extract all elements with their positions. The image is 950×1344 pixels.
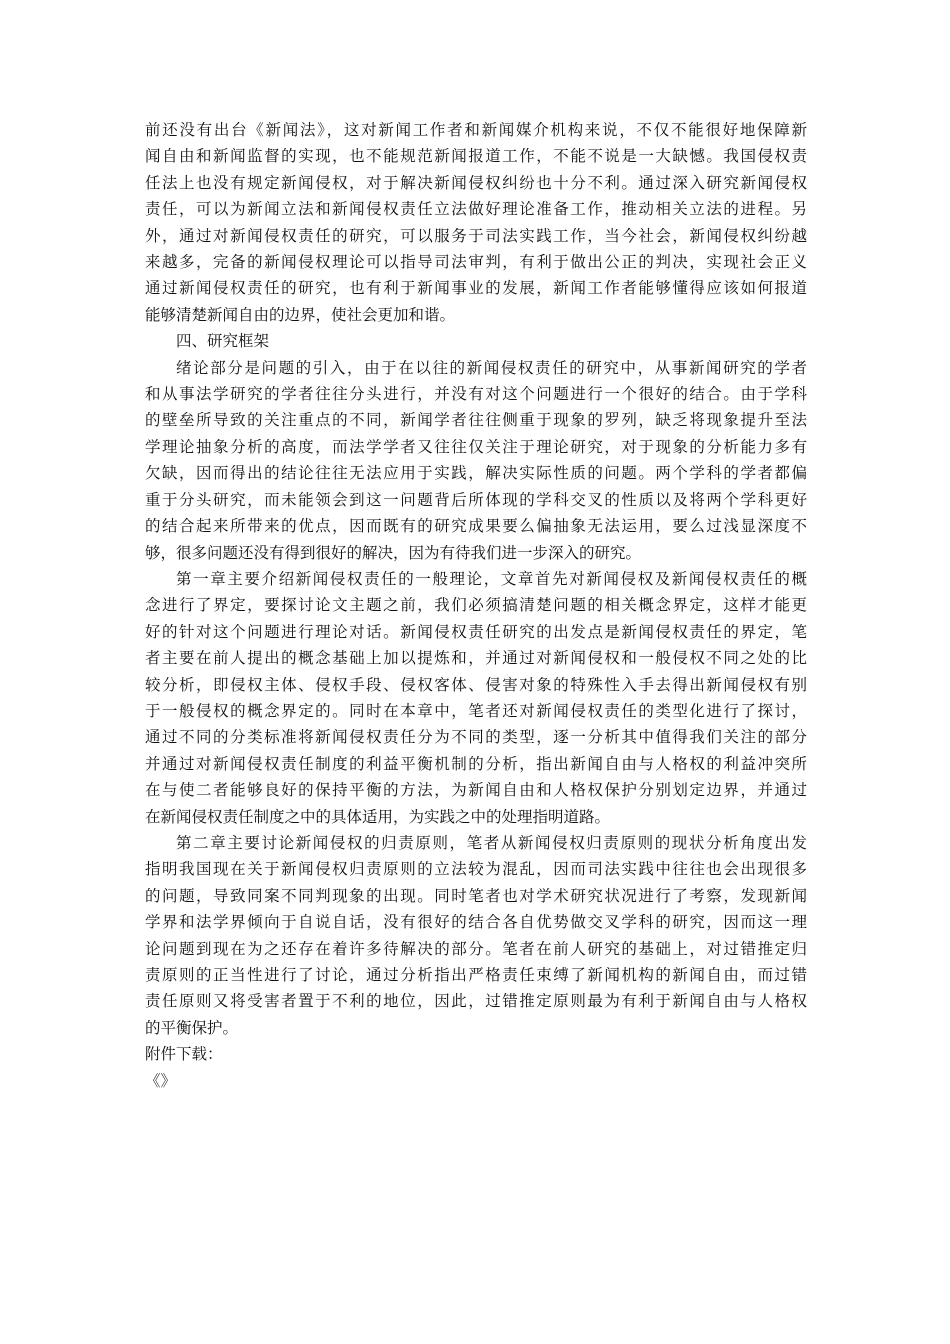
text-line: 绪论部分是问题的引入，由于在以往的新闻侵权责任的研究中，从事新闻研究的学者: [176, 358, 807, 377]
text-line: 任法上也没有规定新闻侵权，对于解决新闻侵权纠纷也十分不利。通过深入研究新闻侵权: [145, 173, 807, 192]
text-line: 责任原则又将受害者置于不利的地位，因此，过错推定原则最为有利于新闻自由与人格权: [145, 992, 807, 1011]
text-line: 论问题到现在为之还存在着许多待解决的部分。笔者在前人研究的基础上，对过错推定归: [145, 939, 807, 958]
attachment-link[interactable]: 《》: [145, 1071, 177, 1090]
attachment-label: 附件下载：: [145, 1045, 223, 1064]
text-line: 重于分头研究，而未能领会到这一问题背后所体现的学科交叉的性质以及将两个学科更好: [145, 490, 807, 509]
text-line: 够，很多问题还没有得到很好的解决，因为有待我们进一步深入的研究。: [145, 543, 642, 562]
text-line: 者主要在前人提出的概念基础上加以提炼和，并通过对新闻侵权和一般侵权不同之处的比: [145, 649, 807, 668]
text-line: 外，通过对新闻侵权责任的研究，可以服务于司法实践工作，当今社会，新闻侵权纠纷越: [145, 226, 807, 245]
text-line: 责原则的正当性进行了讨论，通过分析指出严格责任束缚了新闻机构的新闻自由，而过错: [145, 966, 807, 984]
paragraph-chapter-two: [145, 830, 807, 1041]
text-line: 的平衡保护。: [145, 1018, 239, 1037]
paragraph-chapter-one: [145, 566, 807, 830]
text-line: 来越多，完备的新闻侵权理论可以指导司法审判，有利于做出公正的判决，实现社会正义: [145, 253, 807, 272]
text-line: 好的针对这个问题进行理论对话。新闻侵权责任研究的出发点是新闻侵权责任的界定，笔: [145, 622, 807, 641]
text-line: 通过不同的分类标准将新闻侵权责任分为不同的类型，逐一分析其中值得我们关注的部分: [145, 728, 807, 747]
text-line: 在与使二者能够良好的保持平衡的方法，为新闻自由和人格权保护分别划定边界，并通过: [145, 781, 807, 800]
text-line: 第二章主要讨论新闻侵权的归责原则，笔者从新闻侵权归责原则的现状分析角度出发: [176, 833, 807, 852]
text-line: 闻自由和新闻监督的实现，也不能规范新闻报道工作，不能不说是一大缺憾。我国侵权责: [145, 147, 807, 166]
text-line: 的结合起来所带来的优点，因而既有的研究成果要么偏抽象无法运用，要么过浅显深度不: [145, 517, 807, 536]
text-line: 能够清楚新闻自由的边界，使社会更加和谐。: [145, 305, 456, 324]
paragraph-legislation: [145, 117, 807, 328]
text-line: 念进行了界定，要探讨论文主题之前，我们必须搞清楚问题的相关概念界定，这样才能更: [145, 596, 807, 615]
text-line: 并通过对新闻侵权责任制度的利益平衡机制的分析，指出新闻自由与人格权的利益冲突所: [145, 754, 807, 773]
text-line: 较分析，即侵权主体、侵权手段、侵权客体、侵害对象的特殊性入手去得出新闻侵权有别: [145, 675, 807, 694]
text-line: 指明我国现在关于新闻侵权归责原则的立法较为混乱，因而司法实践中往往也会出现很多: [145, 860, 807, 879]
text-line: 学界和法学界倾向于自说自话，没有很好的结合各自优势做交叉学科的研究，因而这一理: [145, 913, 807, 932]
paragraph-introduction: [145, 355, 807, 566]
document-page: [145, 117, 807, 1094]
text-line: 欠缺，因而得出的结论往往无法应用于实践，解决实际性质的问题。两个学科的学者都偏: [145, 464, 807, 483]
section-heading: 四、研究框架: [176, 332, 270, 351]
text-line: 的问题，导致同案不同判现象的出现。同时笔者也对学术研究状况进行了考察，发现新闻: [145, 886, 807, 905]
text-line: 和从事法学研究的学者往往分头进行，并没有对这个问题进行一个很好的结合。由于学科: [145, 385, 807, 404]
text-line: 前还没有出台《新闻法》，这对新闻工作者和新闻媒介机构来说，不仅不能很好地保障新: [145, 121, 807, 139]
text-line: 在新闻侵权责任制度之中的具体适用，为实践之中的处理指明道路。: [145, 807, 611, 826]
text-line: 通过新闻侵权责任的研究，也有利于新闻事业的发展，新闻工作者能够懂得应该如何报道: [145, 279, 807, 298]
text-line: 第一章主要介绍新闻侵权责任的一般理论，文章首先对新闻侵权及新闻侵权责任的概: [176, 569, 807, 588]
text-line: 责任，可以为新闻立法和新闻侵权责任立法做好理论准备工作，推动相关立法的进程。另: [145, 200, 807, 219]
text-line: 的壁垒所导致的关注重点的不同，新闻学者往往侧重于现象的罗列，缺乏将现象提升至法: [145, 411, 807, 430]
text-line: 学理论抽象分析的高度，而法学学者又往往仅关注于理论研究，对于现象的分析能力多有: [145, 437, 807, 456]
text-line: 于一般侵权的概念界定的。同时在本章中，笔者还对新闻侵权责任的类型化进行了探讨，: [145, 701, 807, 720]
